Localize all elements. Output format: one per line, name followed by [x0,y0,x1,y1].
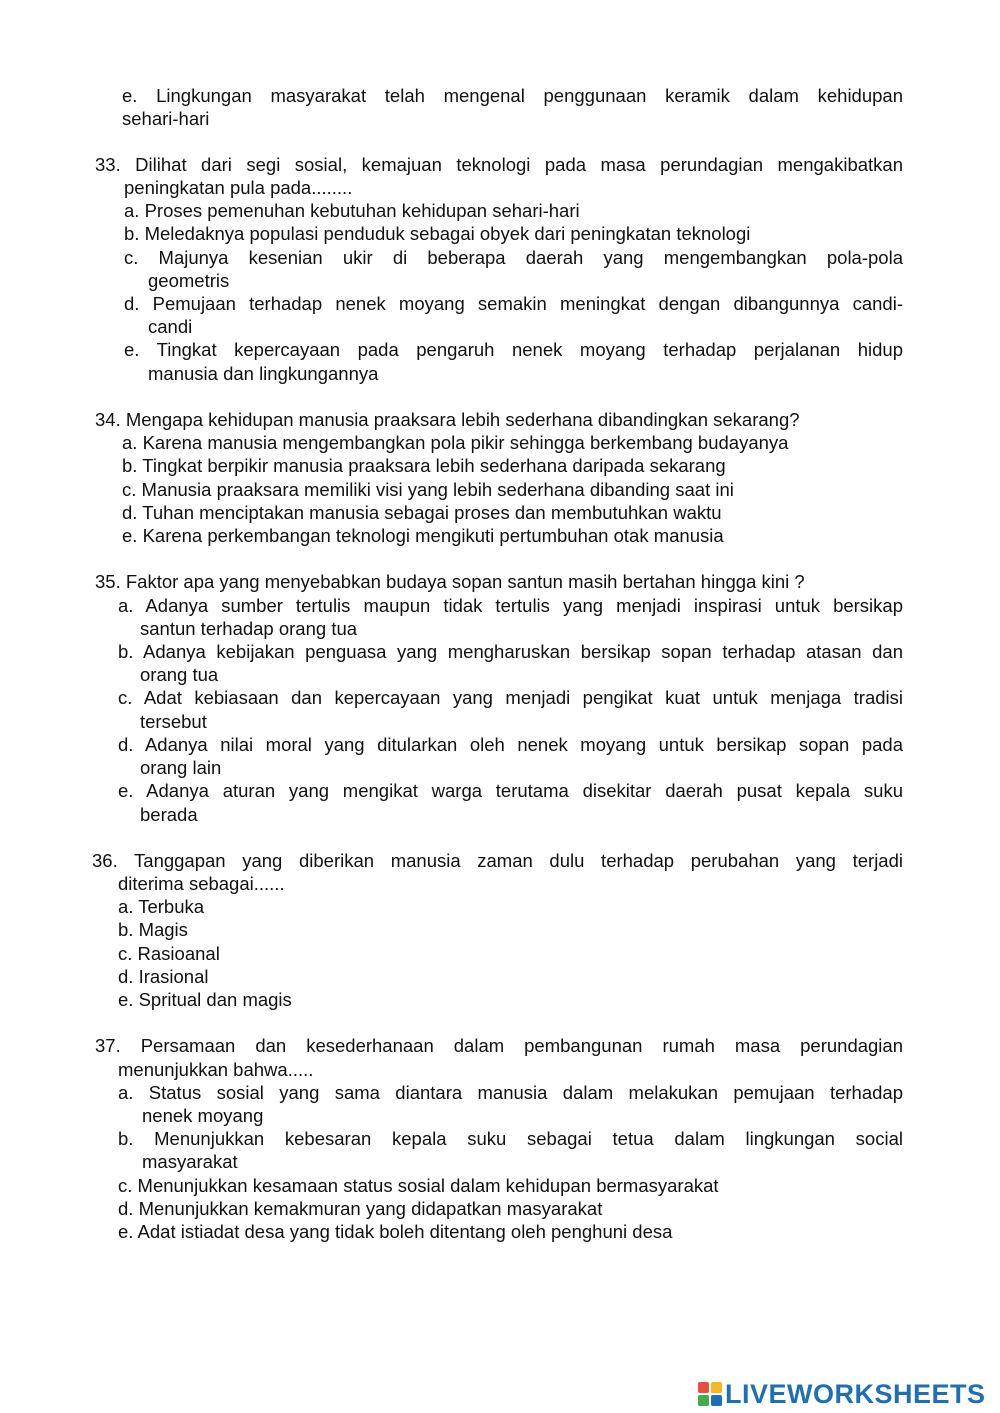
q33-option-e-cont: manusia dan lingkungannya [148,363,379,384]
logo-tile-green [698,1395,709,1406]
q36-option-c: c. Rasioanal [118,943,220,964]
q35-question: 35. Faktor apa yang menyebabkan budaya sopan santun masih bertahan hingga kini ? [95,571,805,592]
q34-option-b: b. Tingkat berpikir manusia praaksara lebih sederhana daripada sekarang [122,455,726,476]
q37-option-b: b. Menunjukkan kebesaran kepala suku sebagai tetua dalam lingkungan social [118,1128,903,1149]
q36-option-b: b. Magis [118,919,188,940]
q33-option-d-cont: candi [148,316,193,337]
q34-question: 34. Mengapa kehidupan manusia praaksara lebih sederhana dibandingkan sekarang? [95,409,800,430]
q35-option-e: e. Adanya aturan yang mengikat warga terutama disekitar daerah pusat kepala suku [118,780,903,801]
q36-option-d: d. Irasional [118,966,209,987]
logo-tile-red [698,1382,709,1393]
q37-option-c: c. Menunjukkan kesamaan status sosial dalam kehidupan bermasyarakat [118,1175,719,1196]
q34-option-a: a. Karena manusia mengembangkan pola pikir sehingga berkembang budayanya [122,432,789,453]
q36-question: 36. Tanggapan yang diberikan manusia zaman dulu terhadap perubahan yang terjadi [92,850,903,871]
q35-option-b-cont: orang tua [140,664,219,685]
q34-option-e: e. Karena perkembangan teknologi mengikuti pertumbuhan otak manusia [122,525,724,546]
q37-option-d: d. Menunjukkan kemakmuran yang didapatkan masyarakat [118,1198,603,1219]
liveworksheets-grid-icon [698,1382,722,1406]
q35-option-d: d. Adanya nilai moral yang ditularkan oleh nenek moyang untuk bersikap sopan pada [118,734,903,755]
q33-option-d: d. Pemujaan terhadap nenek moyang semakin meningkat dengan dibangunnya candi- [124,293,903,314]
q37-question-cont: menunjukkan bahwa..... [118,1059,314,1080]
brand-name: LIVEWORKSHEETS [725,1379,986,1409]
q33-question-cont: peningkatan pula pada........ [124,177,353,198]
q37-option-a: a. Status sosial yang sama diantara manusia dalam melakukan pemujaan terhadap [118,1082,903,1103]
q35-option-b: b. Adanya kebijakan penguasa yang mengharuskan bersikap sopan terhadap atasan dan [118,641,903,662]
q32-option-e: e. Lingkungan masyarakat telah mengenal penggunaan keramik dalam kehidupan [122,85,903,106]
q34-option-d: d. Tuhan menciptakan manusia sebagai proses dan membutuhkan waktu [122,502,722,523]
q33-option-a: a. Proses pemenuhan kebutuhan kehidupan sehari-hari [124,200,580,221]
q34-option-c: c. Manusia praaksara memiliki visi yang lebih sederhana dibanding saat ini [122,479,734,500]
logo-tile-yellow [711,1382,722,1393]
q33-option-c-cont: geometris [148,270,230,291]
q35-option-e-cont: berada [140,804,198,825]
q37-option-b-cont: masyarakat [142,1151,238,1172]
q37-option-a-cont: nenek moyang [142,1105,264,1126]
q36-question-cont: diterima sebagai...... [118,873,285,894]
q37-option-e: e. Adat istiadat desa yang tidak boleh ditentang oleh penghuni desa [118,1221,673,1242]
q35-option-a: a. Adanya sumber tertulis maupun tidak tertulis yang menjadi inspirasi untuk bersikap [118,595,903,616]
q35-option-a-cont: santun terhadap orang tua [140,618,358,639]
logo-tile-blue [711,1395,722,1406]
q32-option-e-cont: sehari-hari [122,108,210,129]
q33-option-b: b. Meledaknya populasi penduduk sebagai obyek dari peningkatan teknologi [124,223,751,244]
q35-option-d-cont: orang lain [140,757,222,778]
q33-question: 33. Dilihat dari segi sosial, kemajuan teknologi pada masa perundagian mengakibatkan [95,154,903,175]
q35-option-c-cont: tersebut [140,711,207,732]
q37-question: 37. Persamaan dan kesederhanaan dalam pembangunan rumah masa perundagian [95,1035,903,1056]
q36-option-a: a. Terbuka [118,896,205,917]
liveworksheets-logo [698,1380,986,1408]
q33-option-c: c. Majunya kesenian ukir di beberapa daerah yang mengembangkan pola-pola [124,247,903,268]
q35-option-c: c. Adat kebiasaan dan kepercayaan yang menjadi pengikat kuat untuk menjaga tradisi [118,687,903,708]
q36-option-e: e. Spritual dan magis [118,989,292,1010]
q33-option-e: e. Tingkat kepercayaan pada pengaruh nenek moyang terhadap perjalanan hidup [124,339,903,360]
